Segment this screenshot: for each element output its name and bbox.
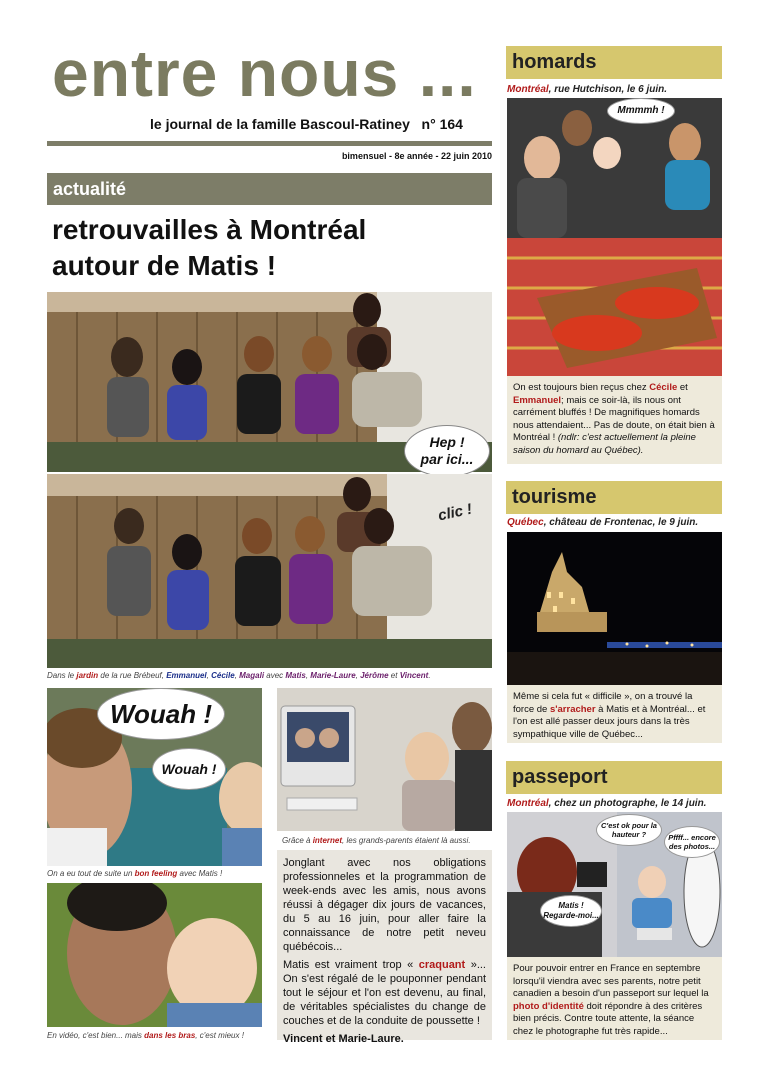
sidebar-em: photo d'identité: [513, 1000, 584, 1012]
speech-bubble-mmmmh: Mmmmh !: [607, 98, 675, 124]
section-bar: [47, 173, 492, 205]
sidebar-name: Emmanuel: [513, 394, 562, 406]
sidebar-text: à Matis et à Montréal... et l'on est allé passer deux jours dans la très sympathique ville de Québec...: [513, 703, 706, 740]
homards-place: [507, 84, 667, 95]
tourisme-photo: [507, 532, 722, 685]
bras-photo: [47, 883, 262, 1027]
journal-name: le journal de la famille Bascoul-Ratiney: [150, 116, 410, 132]
tourisme-place: [507, 517, 698, 528]
sidebar-text: Pour pouvoir entrer en France en septembre lorsqu'il viendra avec ses parents, notre petit canadien a besoin d'un passeport sur lequel la: [513, 963, 709, 999]
caption-name: Matis: [285, 671, 306, 680]
caption-text: On a eu tout de suite un: [47, 869, 135, 878]
caption-text: Grâce à: [282, 836, 313, 845]
masthead-rule: [47, 141, 492, 146]
place-text: , château de Frontenac, le 9 juin.: [543, 517, 699, 528]
caption-em: internet: [312, 836, 343, 845]
caption-name: Cécile: [211, 671, 235, 680]
passeport-title: passeport: [512, 766, 608, 788]
speech-bubble-hep: [404, 425, 490, 477]
caption-text: avec Matis !: [177, 869, 223, 878]
headline: [52, 212, 472, 284]
speech-bubble-pffff: Pffff... encore des photos...: [664, 826, 720, 858]
homards-title: homards: [512, 51, 597, 73]
place-text: , chez un photographe, le 14 juin.: [548, 798, 707, 809]
feeling-caption: [47, 869, 262, 878]
headline-line1: retrouvailles à Montréal: [52, 214, 367, 245]
place-city: Québec: [507, 517, 544, 528]
issue-number: n° 164: [421, 116, 463, 132]
speech-bubble-wouah-small: Wouah !: [152, 748, 226, 790]
article-text: »... On s'est régalé de le pouponner pendant tout le séjour et l'on est devenu, au final, de véritables spécialistes du change de couches et de la conduite de poussette !: [283, 959, 486, 1027]
group-caption: [47, 671, 492, 680]
place-city: Montréal: [507, 84, 549, 95]
caption-em: jardin: [76, 671, 99, 680]
article-em: craquant: [418, 959, 466, 971]
caption-name: Vincent: [399, 671, 429, 680]
caption-text: ,: [234, 671, 240, 680]
tourisme-text: [507, 685, 722, 743]
place-text: , rue Hutchison, le 6 juin.: [548, 84, 668, 95]
article-signature: [283, 1032, 486, 1046]
passeport-text: [507, 957, 722, 1040]
caption-name: Jérôme: [360, 671, 389, 680]
article-text: Matis est vraiment trop «: [283, 959, 419, 971]
homards-text: [507, 376, 722, 464]
caption-text: avec: [264, 671, 286, 680]
speech-bubble-hauteur: C'est ok pour la hauteur ?: [596, 814, 662, 846]
sidebar-text: On est toujours bien reçus chez: [513, 382, 650, 393]
sidebar-text: ; mais ce soir-là, ils nous ont carrément bluffés ! De magnifiques homards nous attendaient... Pas de doute, on était bien à Montréal !: [513, 394, 715, 443]
caption-name: Emmanuel: [166, 671, 207, 680]
speech-bubble-regarde: Matis ! Regarde-moi...: [540, 895, 602, 927]
sidebar-text: doit répondre à des critères bien précis. Contre toute attente, la séance chez le photographe fut très rapide...: [513, 1000, 703, 1037]
bras-caption: [47, 1031, 262, 1040]
signature-name: Vincent: [283, 1033, 323, 1045]
sidebar-em: s'arracher: [549, 703, 596, 715]
masthead-title: entre nous ...: [52, 36, 477, 110]
caption-text: .: [428, 671, 431, 680]
clic-label: clic !: [436, 500, 474, 525]
caption-name: Magali: [239, 671, 265, 680]
internet-photo: [277, 688, 492, 831]
caption-text: , c'est mieux !: [195, 1031, 244, 1040]
sidebar-text: et: [677, 382, 688, 393]
caption-name: Marie-Laure: [310, 671, 356, 680]
caption-em: bon feeling: [134, 869, 178, 878]
issue-line: bimensuel - 8e année - 22 juin 2010: [341, 151, 492, 161]
speech-bubble-wouah-big: Wouah !: [97, 688, 225, 740]
signature-text: et: [322, 1033, 339, 1045]
caption-text: En vidéo, c'est bien... mais: [47, 1031, 145, 1040]
place-city: Montréal: [507, 798, 549, 809]
group-photo-2: [47, 474, 492, 668]
article-paragraph-1: Jonglant avec nos obligations professionneles et la programmation de week-ends avec les amis, nous avons réussi à dégager dix jours de vacances, du 5 au 16 juin, pour aller faire la connaissance de notre petit neveu québécois...: [283, 857, 486, 953]
sidebar-name: Cécile: [649, 382, 678, 393]
caption-text: , les grands-parents étaient là aussi.: [342, 836, 471, 845]
sidebar-text: Même si cela fut « difficile », on a trouvé la force de: [513, 691, 693, 715]
section-title: actualité: [53, 179, 127, 199]
caption-text: et: [388, 671, 400, 680]
bubble-parici-text: par ici...: [420, 451, 474, 467]
homards-photo: [507, 98, 722, 376]
sidebar-note: (ndlr: c'est actuellement la pleine saison du homard au Québec).: [513, 432, 696, 456]
caption-text: ,: [305, 671, 311, 680]
passeport-place: [507, 798, 706, 809]
homards-bar: [506, 46, 722, 79]
signature-name: Marie-Laure.: [338, 1033, 404, 1045]
headline-line2: autour de Matis !: [52, 250, 277, 281]
tourisme-bar: [506, 481, 722, 514]
article-paragraph-2: [283, 958, 486, 1028]
masthead-subtitle: [150, 116, 463, 132]
caption-text: Dans le: [47, 671, 77, 680]
tourisme-title: tourisme: [512, 486, 597, 508]
internet-caption: [282, 836, 492, 845]
caption-text: ,: [355, 671, 361, 680]
caption-text: ,: [206, 671, 212, 680]
caption-text: de la rue Brébeuf,: [98, 671, 167, 680]
caption-em: dans les bras: [144, 1031, 196, 1040]
article-body: [277, 850, 492, 1045]
passeport-bar: [506, 761, 722, 794]
bubble-hep-text: Hep !: [429, 434, 465, 450]
